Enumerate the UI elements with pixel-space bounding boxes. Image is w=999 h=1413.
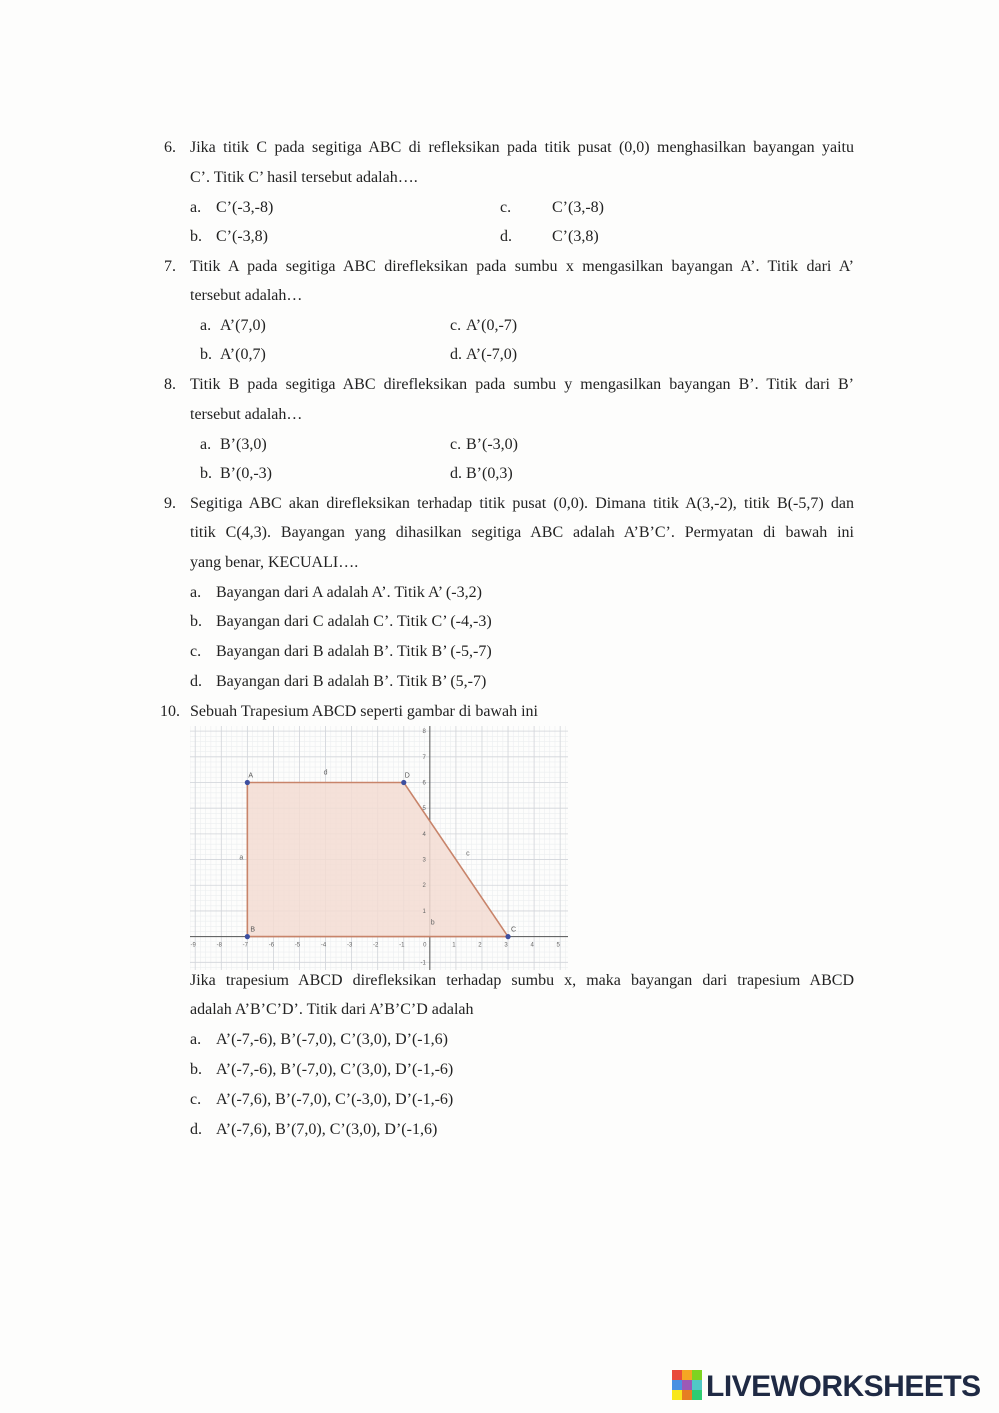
question-9-option-c-label: c.: [190, 643, 202, 660]
x-tick-label: -5: [294, 942, 301, 949]
question-10-number: 10.: [160, 703, 180, 720]
question-7-text-line-1: Titik A pada segitiga ABC direfleksikan pada sumbu x mengasilkan bayangan A’. Titik dari A’: [190, 258, 854, 275]
question-7-option-a-label: a.: [200, 317, 212, 334]
vertex-d-label: D: [404, 772, 410, 780]
question-7-option-c-label: c.: [450, 317, 462, 334]
question-10-option-d-label: d.: [190, 1121, 202, 1138]
vertex-d-point: [401, 780, 406, 785]
question-10-text-line-1: Sebuah Trapesium ABCD seperti gambar di bawah ini: [190, 703, 538, 720]
question-6-option-b[interactable]: C’(-3,8): [216, 228, 268, 245]
question-7-option-d-label: d.: [450, 346, 462, 363]
x-tick-label: -3: [346, 942, 353, 949]
x-tick-label: 3: [504, 942, 508, 949]
question-9-option-b[interactable]: Bayangan dari C adalah C’. Titik C’ (-4,-3): [216, 613, 492, 630]
y-tick-label: 8: [422, 729, 426, 736]
y-tick-label: 6: [422, 780, 426, 787]
x-tick-label: 2: [478, 942, 482, 949]
question-8-option-c-label: c.: [450, 436, 462, 453]
logo-mark-icon: [672, 1370, 702, 1400]
question-6-option-d-label: d.: [500, 228, 512, 245]
question-8-text-line-1: Titik B pada segitiga ABC direfleksikan pada sumbu y mengasilkan bayangan B’. Titik dari B’: [190, 376, 854, 393]
vertex-b-point: [245, 934, 250, 939]
side-label-c: c: [466, 850, 470, 858]
vertex-c-point: [505, 934, 510, 939]
side-label-a: a: [239, 854, 244, 862]
question-6-option-b-label: b.: [190, 228, 202, 245]
side-label-b: b: [430, 919, 435, 927]
question-6-option-d[interactable]: C’(3,8): [552, 228, 599, 245]
question-7-option-b[interactable]: A’(0,7): [220, 346, 266, 363]
question-8-option-b[interactable]: B’(0,-3): [220, 465, 272, 482]
logo-square: [692, 1390, 702, 1400]
question-9-number: 9.: [164, 495, 176, 512]
logo-square: [672, 1370, 682, 1380]
question-8-option-d[interactable]: B’(0,3): [466, 465, 513, 482]
x-tick-label: -1: [399, 942, 405, 949]
question-8-option-a[interactable]: B’(3,0): [220, 436, 267, 453]
question-9-option-d[interactable]: Bayangan dari B adalah B’. Titik B’ (5,-7): [216, 673, 487, 690]
question-7-option-c[interactable]: A’(0,-7): [466, 317, 518, 334]
question-7-option-b-label: b.: [200, 346, 212, 363]
logo-square: [682, 1370, 692, 1380]
question-9-text-line-2: titik C(4,3). Bayangan yang dihasilkan segitiga ABC adalah A’B’C’. Permyatan di bawah ini: [190, 524, 854, 541]
logo-square: [672, 1390, 682, 1400]
question-8-option-d-label: d.: [450, 465, 462, 482]
question-10-option-d[interactable]: A’(-7,6), B’(7,0), C’(3,0), D’(-1,6): [216, 1121, 438, 1138]
question-7-number: 7.: [164, 258, 176, 275]
liveworksheets-logo[interactable]: [672, 1370, 992, 1404]
question-8-option-b-label: b.: [200, 465, 212, 482]
y-tick-label: 1: [422, 908, 426, 915]
question-9-option-a[interactable]: Bayangan dari A adalah A’. Titik A’ (-3,2): [216, 584, 482, 601]
x-tick-label: -9: [190, 942, 196, 949]
side-label-d: d: [323, 769, 328, 777]
question-6-option-a-label: a.: [190, 199, 202, 216]
question-8-number: 8.: [164, 376, 176, 393]
y-tick-label: 4: [422, 831, 426, 838]
y-tick-label: 3: [422, 857, 426, 864]
x-tick-label: 5: [556, 942, 560, 949]
question-7-text-line-2: tersebut adalah…: [190, 287, 303, 304]
logo-square: [692, 1370, 702, 1380]
y-tick-label: 2: [422, 883, 426, 890]
vertex-a-label: A: [248, 772, 254, 780]
question-9-option-d-label: d.: [190, 673, 202, 690]
x-tick-label: -6: [268, 942, 275, 949]
question-8-option-a-label: a.: [200, 436, 212, 453]
question-9-option-a-label: a.: [190, 584, 202, 601]
vertex-b-label: B: [250, 926, 256, 934]
question-9-text-line-3: yang benar, KECUALI….: [190, 554, 359, 571]
question-8-option-c[interactable]: B’(-3,0): [466, 436, 518, 453]
x-tick-label: -7: [242, 942, 249, 949]
question-6-number: 6.: [164, 139, 176, 156]
x-tick-label: 0: [423, 942, 427, 949]
question-8-text-line-2: tersebut adalah…: [190, 406, 303, 423]
logo-square: [682, 1380, 692, 1390]
question-10-option-a[interactable]: A’(-7,-6), B’(-7,0), C’(3,0), D’(-1,6): [216, 1031, 448, 1048]
question-10-option-b[interactable]: A’(-7,-6), B’(-7,0), C’(3,0), D’(-1,-6): [216, 1061, 454, 1078]
x-tick-label: 4: [530, 942, 534, 949]
question-10-text-line-3: adalah A’B’C’D’. Titik dari A’B’C’D adalah: [190, 1001, 474, 1018]
question-10-option-c-label: c.: [190, 1091, 202, 1108]
logo-square: [682, 1390, 692, 1400]
y-tick-label: 7: [422, 754, 426, 761]
question-6-option-a[interactable]: C’(-3,-8): [216, 199, 274, 216]
question-9-text-line-1: Segitiga ABC akan direfleksikan terhadap titik pusat (0,0). Dimana titik A(3,-2), titik B(-5,7) dan: [190, 495, 854, 512]
x-tick-label: -2: [373, 942, 379, 949]
y-tick-label: -1: [420, 960, 426, 967]
y-tick-label: 5: [422, 806, 426, 813]
logo-text: LIVEWORKSHEETS: [706, 1370, 981, 1403]
logo-square: [692, 1380, 702, 1390]
x-tick-label: 1: [452, 942, 456, 949]
question-9-option-b-label: b.: [190, 613, 202, 630]
logo-square: [672, 1380, 682, 1390]
question-10-text-line-2: Jika trapesium ABCD direfleksikan terhadap sumbu x, maka bayangan dari trapesium ABCD: [190, 972, 854, 989]
question-7-option-a[interactable]: A’(7,0): [220, 317, 266, 334]
question-10-option-b-label: b.: [190, 1061, 202, 1078]
question-6-text-line-2: C’. Titik C’ hasil tersebut adalah….: [190, 169, 418, 186]
trapezoid-graph: [190, 726, 568, 970]
vertex-c-label: C: [511, 926, 517, 934]
question-7-option-d[interactable]: A’(-7,0): [466, 346, 518, 363]
question-6-option-c[interactable]: C’(3,-8): [552, 199, 604, 216]
question-10-option-a-label: a.: [190, 1031, 202, 1048]
x-tick-label: -4: [320, 942, 327, 949]
x-tick-label: -8: [216, 942, 222, 949]
question-10-option-c[interactable]: A’(-7,6), B’(-7,0), C’(-3,0), D’(-1,-6): [216, 1091, 454, 1108]
question-6-option-c-label: c.: [500, 199, 512, 216]
vertex-a-point: [245, 780, 250, 785]
question-9-option-c[interactable]: Bayangan dari B adalah B’. Titik B’ (-5,-7): [216, 643, 492, 660]
question-6-text-line-1: Jika titik C pada segitiga ABC di refleksikan pada titik pusat (0,0) menghasilkan bayangan yaitu: [190, 139, 854, 156]
